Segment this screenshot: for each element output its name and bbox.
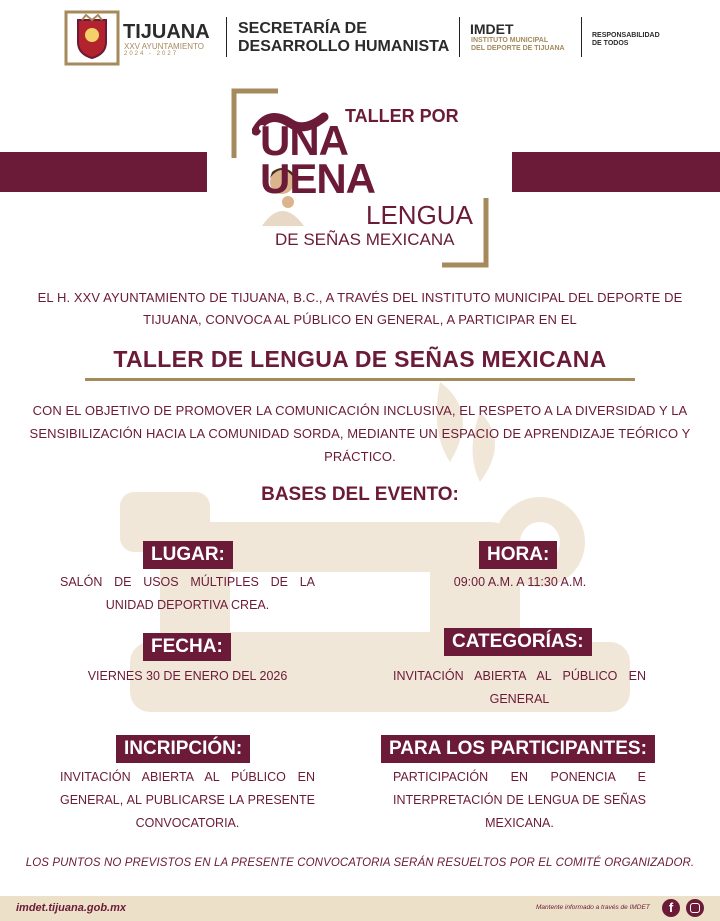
- header-divider: [459, 17, 460, 57]
- hero-logo: [228, 88, 492, 268]
- fecha-label: FECHA:: [143, 633, 231, 661]
- footer-note: Mantente informado a través de IMDET: [536, 904, 650, 911]
- facebook-icon[interactable]: f: [662, 899, 680, 917]
- secretaria-line1: SECRETARÍA DE: [238, 20, 367, 37]
- workshop-title-underline: [85, 378, 635, 381]
- banner-bar-right: [512, 152, 720, 192]
- hero-title-line4: LENGUA: [366, 200, 473, 230]
- participantes-label: PARA LOS PARTICIPANTES:: [381, 735, 655, 763]
- header-divider: [226, 17, 227, 57]
- term-label: 2024 - 2027: [124, 51, 179, 57]
- fecha-value: VIERNES 30 DE ENERO DEL 2026: [87, 669, 288, 683]
- disclaimer: LOS PUNTOS NO PREVISTOS EN LA PRESENTE CONVOCATORIA SERÁN RESUELTOS POR EL COMITÉ ORGANIZADOR.: [25, 857, 695, 869]
- imdet-line1: INSTITUTO MUNICIPAL: [471, 37, 549, 44]
- hero-title-big1: UNA: [260, 117, 348, 164]
- imdet-title: IMDET: [470, 21, 514, 37]
- categorias-value: INVITACIÓN ABIERTA AL PÚBLICO EN GENERAL: [393, 669, 646, 706]
- footer-url[interactable]: imdet.tijuana.gob.mx: [16, 902, 127, 914]
- tijuana-logo-icon: [64, 10, 120, 66]
- footer: [0, 896, 720, 921]
- lugar-label: LUGAR:: [143, 541, 233, 569]
- categorias-label: CATEGORÍAS:: [444, 628, 592, 656]
- intro-line2: TIJUANA, CONVOCA AL PÚBLICO EN GENERAL, A PARTICIPAR EN EL: [143, 312, 577, 327]
- slogan-line2: DE TODOS: [592, 40, 629, 47]
- hora-label: HORA:: [479, 541, 557, 569]
- imdet-line2: DEL DEPORTE DE TIJUANA: [471, 45, 565, 52]
- secretaria-line2: DESARROLLO HUMANISTA: [238, 38, 450, 55]
- hora-value: 09:00 A.M. A 11:30 A.M.: [453, 575, 587, 589]
- header: [0, 0, 720, 72]
- header-divider: [581, 17, 582, 57]
- bases-heading: BASES DEL EVENTO:: [261, 484, 459, 505]
- city-name: TIJUANA: [123, 21, 210, 43]
- objective-line1: CON EL OBJETIVO DE PROMOVER LA COMUNICACIÓN INCLUSIVA, EL RESPETO A LA DIVERSIDAD Y LA: [32, 403, 688, 418]
- instagram-icon[interactable]: [686, 899, 704, 917]
- workshop-title: TALLER DE LENGUA DE SEÑAS MEXICANA: [113, 346, 607, 372]
- hero-title-big2: UENA: [260, 155, 376, 202]
- slogan-line1: RESPONSABILIDAD: [592, 32, 660, 39]
- instagram-glyph: [690, 903, 700, 913]
- banner-bar-left: [0, 152, 207, 192]
- hero-title-line1: TALLER POR: [345, 106, 459, 126]
- lugar-value: SALÓN DE USOS MÚLTIPLES DE LA UNIDAD DEPORTIVA CREA.: [60, 575, 315, 612]
- ayuntamiento-label: XXV AYUNTAMIENTO: [124, 42, 205, 51]
- hero-title-line5: DE SEÑAS MEXICANA: [275, 230, 455, 249]
- objective-line3: PRÁCTICO.: [324, 449, 396, 464]
- participantes-value: PARTICIPACIÓN EN PONENCIA E INTERPRETACIÓN DE LENGUA DE SEÑAS MEXICANA.: [393, 770, 646, 830]
- objective-line2: SENSIBILIZACIÓN HACIA LA COMUNIDAD SORDA, MEDIANTE UN ESPACIO DE APRENDIZAJE TEÓRICO Y: [29, 426, 691, 441]
- inscripcion-value: INVITACIÓN ABIERTA AL PÚBLICO EN GENERAL, AL PUBLICARSE LA PRESENTE CONVOCATORIA.: [60, 770, 315, 830]
- intro-line1: EL H. XXV AYUNTAMIENTO DE TIJUANA, B.C., A TRAVÉS DEL INSTITUTO MUNICIPAL DEL DEPORTE DE: [37, 290, 683, 305]
- inscripcion-label: INCRIPCIÓN:: [116, 735, 250, 763]
